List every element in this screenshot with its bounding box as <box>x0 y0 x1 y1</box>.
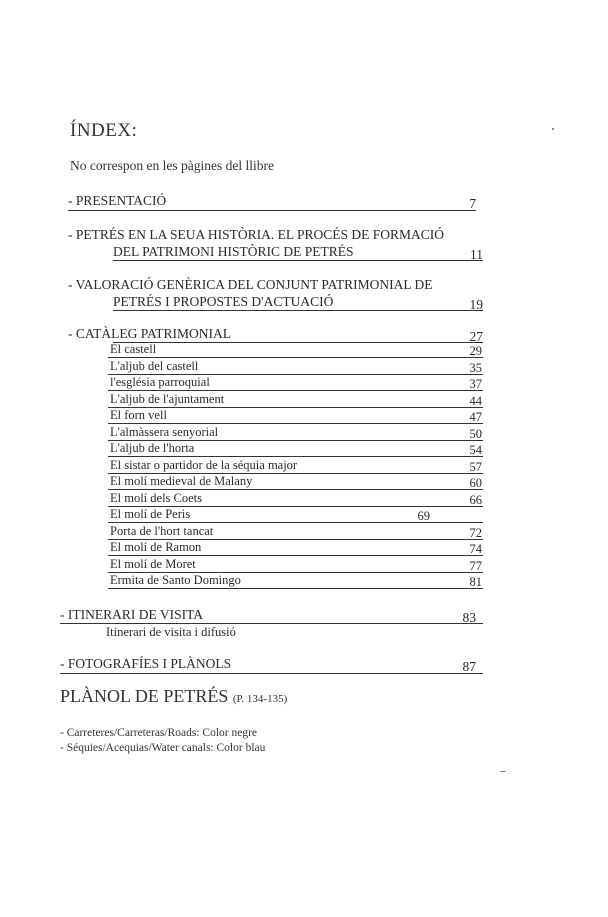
entry-cataleg <box>68 326 231 342</box>
entry-valoracio-line2 <box>113 294 333 310</box>
catalog-item: El castell <box>110 342 157 356</box>
entry-rule <box>113 260 483 261</box>
catalog-item: El molí medieval de Malany <box>110 474 253 488</box>
entry-historia-label: - PETRÉS EN LA SEUA HISTÒRIA. EL PROCÉS DE FORMACIÓ <box>68 227 445 242</box>
entry-presentacio <box>68 193 166 209</box>
entry-rule <box>68 210 476 211</box>
scan-speck <box>500 771 506 772</box>
catalog-item-page: 44 <box>469 393 482 408</box>
entry-presentacio-label: - PRESENTACIÓ <box>68 193 167 208</box>
catalog-item: Porta de l'hort tancat <box>110 523 214 538</box>
entry-itinerari-sub: Itinerari de visita i difusió <box>106 625 236 639</box>
entry-valoracio-label: - VALORACIÓ GENÈRICA DEL CONJUNT PATRIMONIAL DE <box>68 277 433 292</box>
catalog-item-page: 54 <box>469 443 482 457</box>
legend-roads: - Carreteres/Carreteras/Roads: Color negre <box>60 727 258 739</box>
catalog-item: L'aljub del castell <box>110 358 199 373</box>
index-title: ÍNDEX: <box>70 120 138 141</box>
catalog-item-page: 74 <box>469 542 482 556</box>
catalog-item: El molí dels Coets <box>110 490 203 505</box>
entry-valoracio <box>68 277 433 293</box>
catalog-item-page: 47 <box>469 410 482 424</box>
scan-speck <box>552 128 554 130</box>
catalog-item-page: 57 <box>469 459 482 474</box>
entry-itinerari-page: 83 <box>462 610 476 625</box>
catalog-item-page: 29 <box>469 344 482 358</box>
entry-rule <box>113 310 483 311</box>
index-note: No correspon en les pàgines del llibre <box>70 158 274 173</box>
entry-fotografies-label: - FOTOGRAFÍES I PLÀNOLS <box>60 656 232 671</box>
entry-cataleg-page: 27 <box>469 329 483 344</box>
catalog-item: L'aljub de l'horta <box>110 441 195 455</box>
entry-rule <box>113 342 483 343</box>
catalog-item: El molí de Moret <box>110 556 196 571</box>
entry-rule <box>60 673 483 674</box>
entry-historia-line2 <box>113 244 354 260</box>
entry-itinerari-label: - ITINERARI DE VISITA <box>60 607 204 622</box>
catalog-item-page: 66 <box>469 492 482 507</box>
catalog-item-page: 81 <box>469 575 482 589</box>
entry-presentacio-page: 7 <box>469 196 476 211</box>
entry-rule <box>60 623 483 624</box>
catalog-item-page: 60 <box>469 476 482 490</box>
entry-historia <box>68 227 444 243</box>
plan-pages: (P. 134-135) <box>232 693 288 705</box>
catalog-item-rule <box>108 588 483 589</box>
entry-valoracio-page: 19 <box>469 297 483 312</box>
entry-historia-label2: DEL PATRIMONI HISTÒRIC DE PETRÉS <box>113 244 354 259</box>
catalog-item: L'almàssera senyorial <box>110 424 219 439</box>
plan-title <box>60 686 287 707</box>
plan-title-text: PLÀNOL DE PETRÉS <box>60 686 229 706</box>
catalog-item-page: 37 <box>469 377 482 391</box>
catalog-item: El sistar o partidor de la séquia major <box>110 457 298 472</box>
entry-cataleg-label: - CATÀLEG PATRIMONIAL <box>68 326 232 341</box>
catalog-item: Ermita de Santo Domingo <box>110 573 241 587</box>
entry-fotografies-page: 87 <box>462 659 476 674</box>
entry-valoracio-label2: PETRÉS I PROPOSTES D'ACTUACIÓ <box>113 294 334 309</box>
catalog-item: L'aljub de l'ajuntament <box>110 391 225 406</box>
catalog-item-page: 77 <box>469 558 482 573</box>
legend-canals: - Séquies/Acequias/Water canals: Color blau <box>60 742 266 754</box>
entry-itinerari <box>60 607 203 623</box>
catalog-item-page: 69 <box>417 509 430 523</box>
entry-historia-page: 11 <box>470 247 483 262</box>
catalog-item: El molí de Ramon <box>110 540 202 554</box>
catalog-item: El forn vell <box>110 408 167 422</box>
catalog-item-page: 35 <box>469 360 482 375</box>
catalog-item: l'església parroquial <box>110 375 210 389</box>
catalog-item-page: 72 <box>469 525 482 540</box>
entry-fotografies <box>60 656 231 672</box>
catalog-item: El molí de Peris <box>110 507 191 521</box>
catalog-item-page: 50 <box>469 426 482 441</box>
